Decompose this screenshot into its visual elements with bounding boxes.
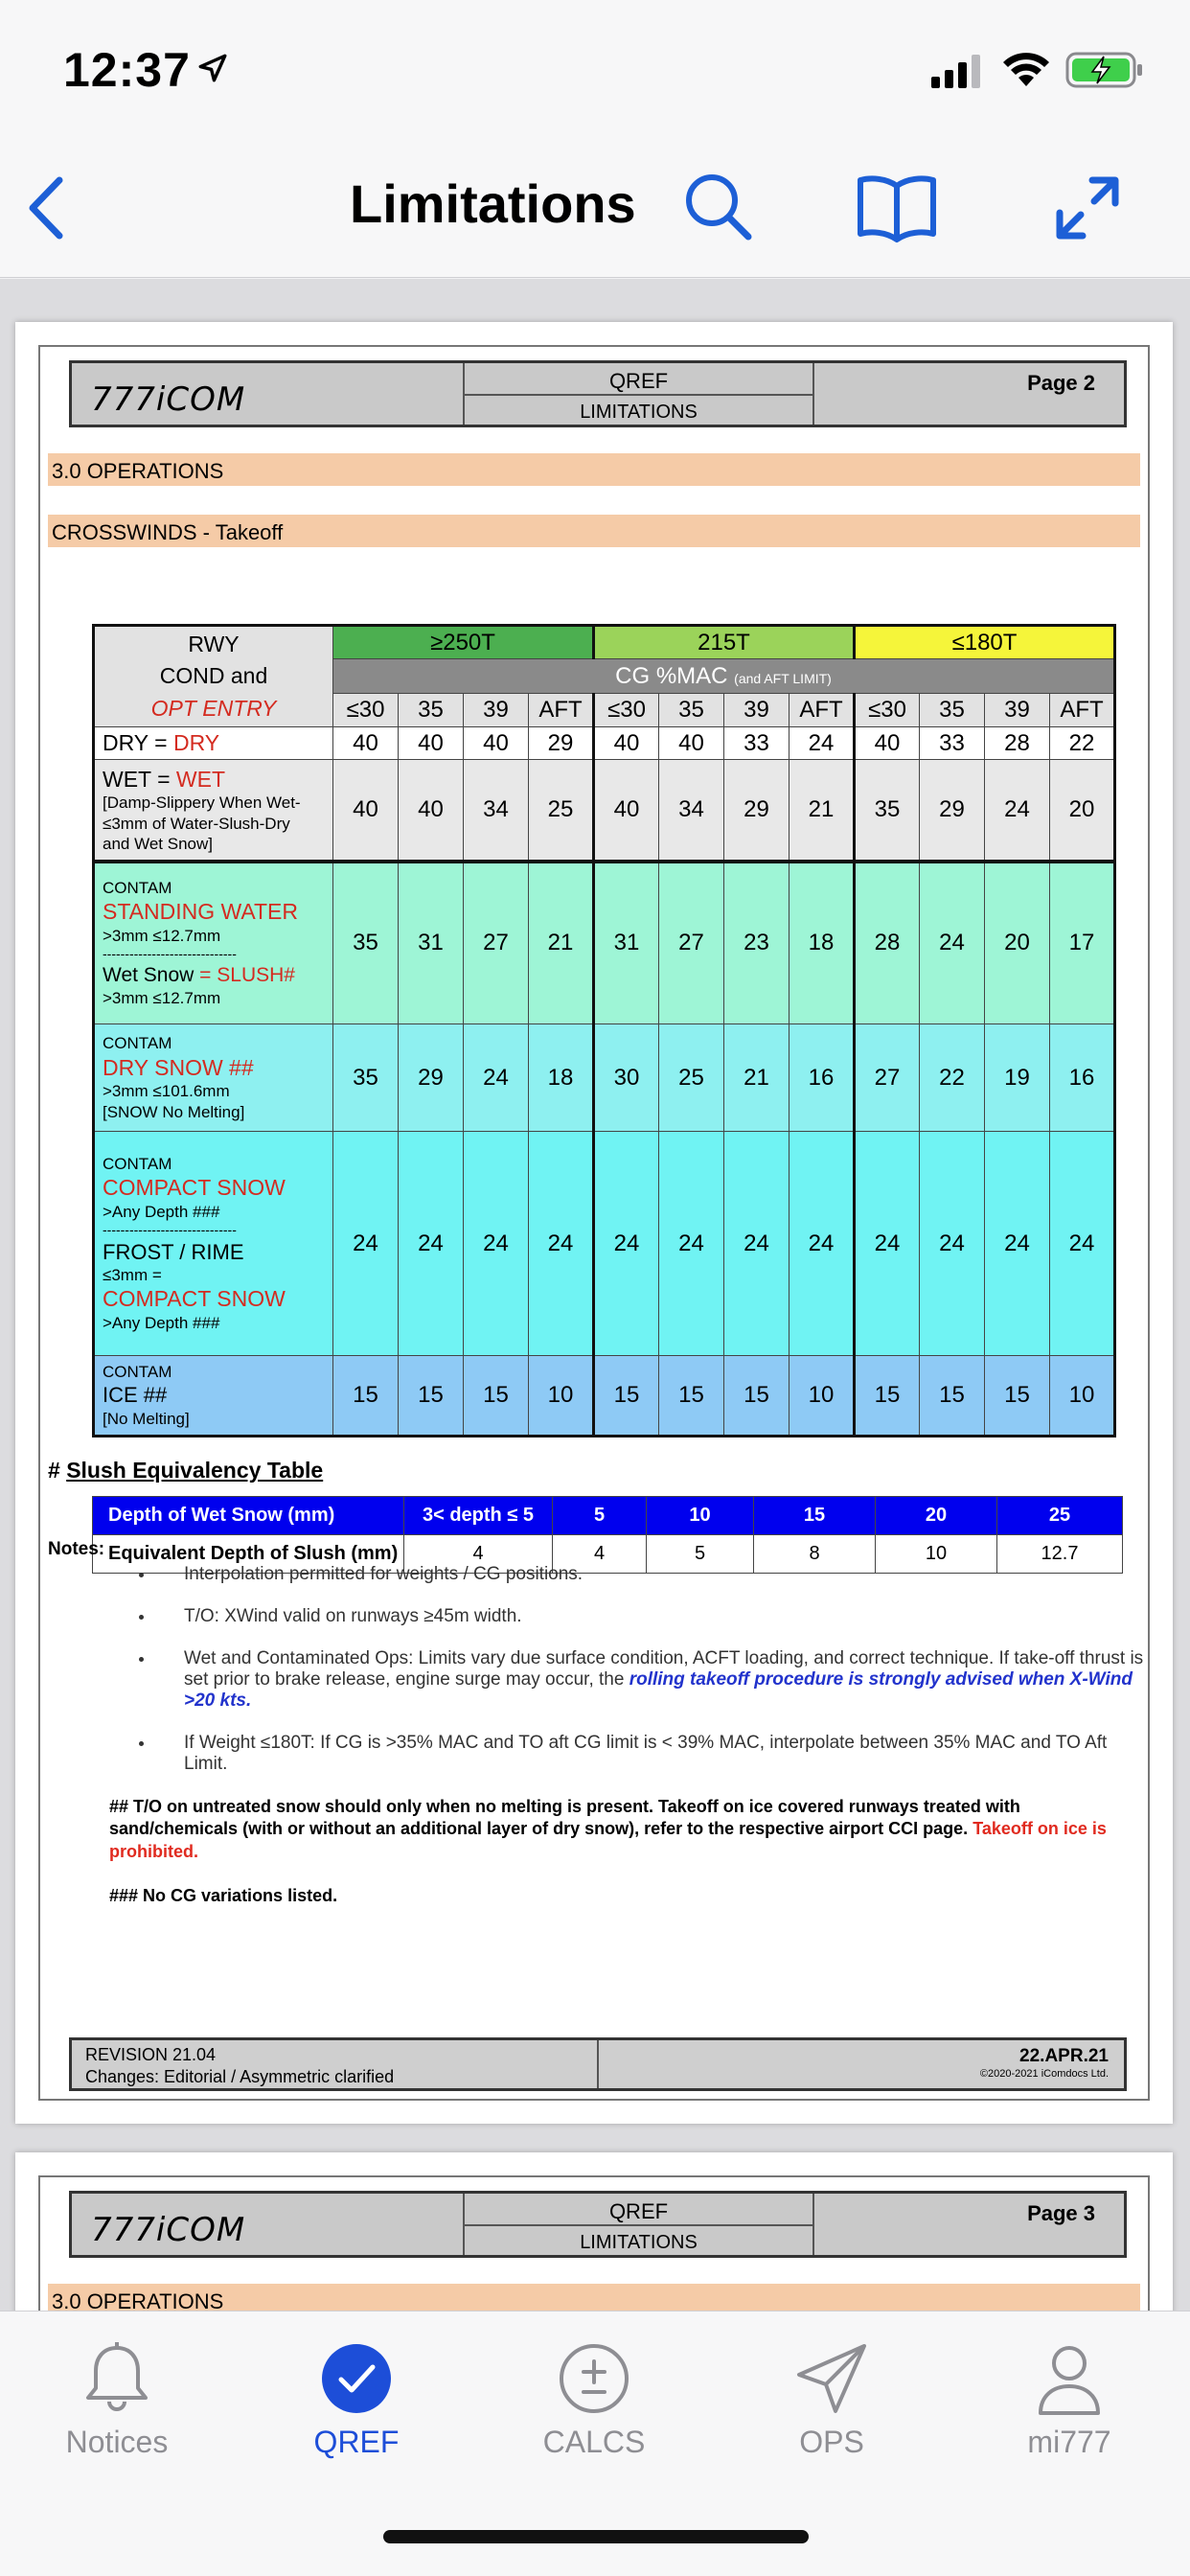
tab-label: OPS xyxy=(799,2425,864,2459)
crosswind-value: 24 xyxy=(855,1132,920,1356)
crosswind-value: 25 xyxy=(529,760,594,862)
crosswind-value: 15 xyxy=(855,1356,920,1437)
status-time: 12:37 xyxy=(63,43,191,97)
brand-logo: 777iCOM xyxy=(72,2194,465,2255)
crosswind-value: 34 xyxy=(464,760,529,862)
tab-label: CALCS xyxy=(542,2425,646,2459)
crosswind-value: 31 xyxy=(594,862,659,1024)
cg-mac-header: CG %MAC (and AFT LIMIT) xyxy=(333,659,1115,693)
crosswind-value: 28 xyxy=(985,727,1050,760)
tab-qref[interactable] xyxy=(261,2340,452,2460)
copyright-label: ©2020-2021 iComdocs Ltd. xyxy=(979,2067,1109,2080)
notes-label: Notes: xyxy=(48,1539,105,1559)
cg-column-header: ≤30 xyxy=(855,693,920,726)
bell-icon xyxy=(80,2340,153,2417)
crosswind-value: 21 xyxy=(724,1024,790,1132)
tab-label: Notices xyxy=(65,2425,169,2459)
section-heading: 3.0 OPERATIONS xyxy=(48,2284,1140,2311)
table-row: Equivalent Depth of Slush (mm) 4 4 5 8 10 12.7 xyxy=(93,1535,1123,1574)
document-page xyxy=(15,322,1173,2124)
page-number: Page 2 xyxy=(1027,371,1095,395)
paper-plane-icon xyxy=(793,2340,870,2417)
note-item: • If Weight ≤180T: If CG is >35% MAC and TO aft CG limit is < 39% MAC, interpolate between 35% MAC and TO Aft Limit. xyxy=(155,1733,1150,1775)
cg-column-header: 35 xyxy=(399,693,464,726)
weight-header: ≤180T xyxy=(855,626,1115,659)
crosswind-value: 24 xyxy=(594,1132,659,1356)
header-section: LIMITATIONS xyxy=(580,402,698,423)
untreated-snow-note: ## T/O on untreated snow should only when no melting is present. Takeoff on ice covered runways treated with sand/chemicals (with or without an additional layer of dry snow), refer to the respective airport CCI page. Takeoff on ice is prohibited. xyxy=(109,1797,1107,1861)
cg-column-header: AFT xyxy=(790,693,855,726)
crosswind-value: 24 xyxy=(920,862,985,1024)
note-item: • Wet and Contaminated Ops: Limits vary due surface condition, ACFT loading, and correct technique. If take-off thrust is set prior to brake release, engine surge may occur, the rolling takeoff procedure is strongly advised when X-Wind >20 kts. xyxy=(155,1648,1150,1712)
cg-column-header: 35 xyxy=(920,693,985,726)
crosswind-value: 40 xyxy=(464,727,529,760)
crosswind-value: 21 xyxy=(529,862,594,1024)
crosswind-value: 20 xyxy=(1050,760,1115,862)
search-icon[interactable] xyxy=(682,171,755,243)
tab-label: mi777 xyxy=(1027,2425,1111,2459)
cg-column-header: AFT xyxy=(1050,693,1115,726)
tab-notices[interactable] xyxy=(21,2340,213,2460)
crosswind-value: 40 xyxy=(333,727,399,760)
crosswind-value: 31 xyxy=(399,862,464,1024)
crosswind-value: 40 xyxy=(333,760,399,862)
crosswind-value: 28 xyxy=(855,862,920,1024)
crosswind-value: 24 xyxy=(920,1132,985,1356)
crosswind-table xyxy=(92,624,1116,1438)
table-row: Depth of Wet Snow (mm) 3< depth ≤ 5 5 10 15 20 25 xyxy=(93,1497,1123,1535)
person-icon xyxy=(1031,2340,1108,2417)
cg-column-header: AFT xyxy=(529,693,594,726)
crosswind-value: 34 xyxy=(659,760,724,862)
page-header xyxy=(69,2191,1127,2258)
weight-header: ≥250T xyxy=(333,626,594,659)
back-chevron-icon[interactable] xyxy=(25,174,67,242)
navigation-bar xyxy=(0,144,1190,278)
crosswind-value: 20 xyxy=(985,862,1050,1024)
crosswind-value: 23 xyxy=(724,862,790,1024)
slush-table-title: # Slush Equivalency Table xyxy=(48,1458,324,1483)
crosswind-value: 29 xyxy=(399,1024,464,1132)
tab-mi777[interactable] xyxy=(973,2340,1165,2460)
crosswind-value: 10 xyxy=(1050,1356,1115,1437)
table-row: CONTAM COMPACT SNOW >Any Depth ### ------------------------------ FROST / RIME ≤3mm = COMPACT SNOW >Any Depth ### 24 24 24 24 24 24 24 24 24 24 24 24 xyxy=(94,1132,1115,1356)
crosswind-value: 40 xyxy=(399,727,464,760)
crosswind-value: 19 xyxy=(985,1024,1050,1132)
home-indicator xyxy=(383,2530,809,2543)
crosswind-value: 18 xyxy=(790,862,855,1024)
crosswind-value: 33 xyxy=(724,727,790,760)
wifi-icon xyxy=(1001,50,1051,88)
table-row: DRY = DRY 40 40 40 29 40 40 33 24 40 33 28 22 xyxy=(94,727,1115,760)
crosswind-value: 10 xyxy=(790,1356,855,1437)
document-viewer[interactable] xyxy=(0,279,1190,2311)
header-section: LIMITATIONS xyxy=(580,2232,698,2253)
notes-section xyxy=(48,1539,1150,1906)
no-cg-note: ### No CG variations listed. xyxy=(109,1886,338,1906)
crosswind-value: 35 xyxy=(333,862,399,1024)
crosswind-value: 16 xyxy=(790,1024,855,1132)
table-row: CONTAM ICE ## [No Melting] 15 15 15 10 15 15 15 10 15 15 15 10 xyxy=(94,1356,1115,1437)
crosswind-value: 40 xyxy=(659,727,724,760)
page-footer xyxy=(69,2037,1127,2091)
crosswind-value: 24 xyxy=(333,1132,399,1356)
crosswind-value: 21 xyxy=(790,760,855,862)
crosswind-value: 22 xyxy=(920,1024,985,1132)
cellular-signal-icon xyxy=(931,54,985,88)
changes-label: Changes: Editorial / Asymmetric clarified xyxy=(85,2067,395,2087)
crosswind-value: 35 xyxy=(333,1024,399,1132)
crosswind-value: 17 xyxy=(1050,862,1115,1024)
crosswind-value: 29 xyxy=(529,727,594,760)
revision-label: REVISION 21.04 xyxy=(85,2045,217,2064)
tab-calcs[interactable] xyxy=(498,2340,690,2460)
crosswind-value: 24 xyxy=(659,1132,724,1356)
tab-ops[interactable] xyxy=(736,2340,927,2460)
cg-column-header: 39 xyxy=(985,693,1050,726)
crosswind-value: 22 xyxy=(1050,727,1115,760)
location-arrow-icon xyxy=(196,52,229,84)
note-item: • T/O: XWind valid on runways ≥45m width. xyxy=(155,1606,1150,1627)
crosswind-value: 40 xyxy=(399,760,464,862)
note-item: • Interpolation permitted for weights / CG positions. xyxy=(155,1564,1150,1585)
crosswind-value: 24 xyxy=(399,1132,464,1356)
crosswind-value: 27 xyxy=(659,862,724,1024)
crosswind-value: 27 xyxy=(464,862,529,1024)
document-page xyxy=(15,2152,1173,2311)
table-row: CONTAM DRY SNOW ## >3mm ≤101.6mm [SNOW No Melting] 35 29 24 18 30 25 21 16 27 22 19 16 xyxy=(94,1024,1115,1132)
page-header xyxy=(69,360,1127,427)
crosswind-value: 25 xyxy=(659,1024,724,1132)
tab-label: QREF xyxy=(313,2425,400,2459)
page-number: Page 3 xyxy=(1027,2201,1095,2225)
checkmark-circle-icon xyxy=(318,2340,395,2417)
brand-logo: 777iCOM xyxy=(72,363,465,425)
crosswind-value: 15 xyxy=(724,1356,790,1437)
cg-column-header: ≤30 xyxy=(594,693,659,726)
crosswind-value: 15 xyxy=(920,1356,985,1437)
crosswind-value: 24 xyxy=(464,1132,529,1356)
plus-minus-icon xyxy=(556,2340,632,2417)
table-row: WET = WET [Damp-Slippery When Wet- ≤3mm of Water-Slush-Dry and Wet Snow] 40 40 34 25 40 34 29 21 35 29 24 20 xyxy=(94,760,1115,862)
crosswind-value: 15 xyxy=(985,1356,1050,1437)
weight-header: 215T xyxy=(594,626,855,659)
crosswind-value: 18 xyxy=(529,1024,594,1132)
status-bar xyxy=(0,0,1190,144)
subsection-heading: CROSSWINDS - Takeoff xyxy=(48,515,1140,547)
crosswind-value: 30 xyxy=(594,1024,659,1132)
battery-charging-icon xyxy=(1065,52,1144,88)
cg-column-header: 39 xyxy=(724,693,790,726)
cg-column-header: 35 xyxy=(659,693,724,726)
cg-column-header: ≤30 xyxy=(333,693,399,726)
crosswind-value: 15 xyxy=(399,1356,464,1437)
crosswind-value: 24 xyxy=(985,1132,1050,1356)
crosswind-value: 24 xyxy=(529,1132,594,1356)
crosswind-value: 15 xyxy=(464,1356,529,1437)
crosswind-value: 40 xyxy=(594,727,659,760)
crosswind-value: 15 xyxy=(594,1356,659,1437)
revision-date: 22.APR.21 xyxy=(1019,2046,1109,2066)
table-row: CONTAM STANDING WATER >3mm ≤12.7mm ------------------------------ Wet Snow = SLUSH# >3mm ≤12.7mm 35 31 27 21 31 27 23 18 28 24 20 17 xyxy=(94,862,1115,1024)
crosswind-value: 15 xyxy=(659,1356,724,1437)
crosswind-value: 29 xyxy=(920,760,985,862)
crosswind-value: 24 xyxy=(724,1132,790,1356)
crosswind-value: 24 xyxy=(790,727,855,760)
crosswind-value: 24 xyxy=(985,760,1050,862)
book-icon[interactable] xyxy=(856,172,938,243)
crosswind-value: 40 xyxy=(855,727,920,760)
expand-arrows-icon[interactable] xyxy=(1054,174,1121,242)
crosswind-value: 35 xyxy=(855,760,920,862)
crosswind-value: 10 xyxy=(529,1356,594,1437)
crosswind-value: 24 xyxy=(464,1024,529,1132)
header-qref: QREF xyxy=(465,363,812,396)
crosswind-value: 24 xyxy=(790,1132,855,1356)
crosswind-value: 24 xyxy=(1050,1132,1115,1356)
cg-column-header: 39 xyxy=(464,693,529,726)
header-qref: QREF xyxy=(465,2194,812,2226)
crosswind-value: 16 xyxy=(1050,1024,1115,1132)
crosswind-value: 27 xyxy=(855,1024,920,1132)
crosswind-value: 29 xyxy=(724,760,790,862)
crosswind-value: 15 xyxy=(333,1356,399,1437)
crosswind-value: 40 xyxy=(594,760,659,862)
section-heading: 3.0 OPERATIONS xyxy=(48,453,1140,486)
crosswind-value: 33 xyxy=(920,727,985,760)
rwy-cond-header: RWY COND and OPT ENTRY xyxy=(94,626,333,727)
page-title: Limitations xyxy=(350,173,636,234)
